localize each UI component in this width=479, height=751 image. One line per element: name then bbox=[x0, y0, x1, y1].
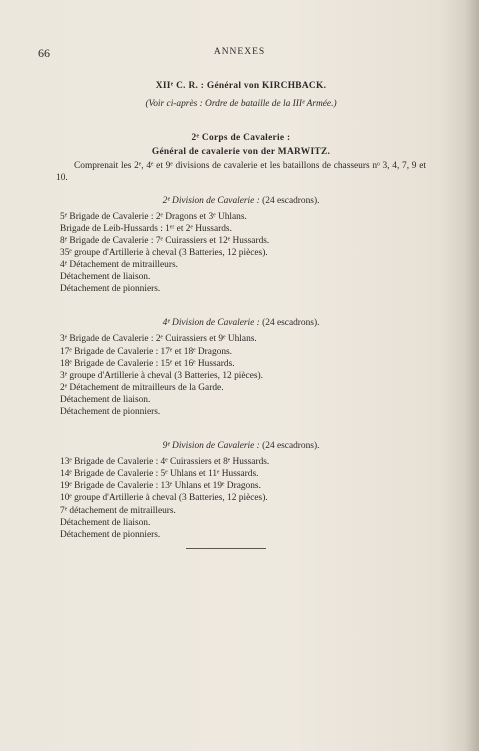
list-item: Détachement de liaison. bbox=[60, 394, 151, 405]
division-units bbox=[56, 333, 426, 418]
corps-title: XIIᵉ C. R. : Général von KIRCHBACK. bbox=[155, 81, 327, 91]
page-number: 66 bbox=[38, 46, 50, 60]
list-item: Détachement de liaison. bbox=[60, 272, 151, 283]
list-item: 19ᵉ Brigade de Cavalerie : 13ᵉ Uhlans et 19ᵉ Dragons. bbox=[60, 481, 261, 492]
division-name: 9ᵉ Division de Cavalerie : bbox=[162, 441, 260, 452]
division-strength: (24 escadrons). bbox=[262, 318, 320, 329]
list-item: 8ᵉ Brigade de Cavalerie : 7ᵉ Cuirassiers et 12ᵉ Hussards. bbox=[60, 235, 270, 246]
list-item: Détachement de pionniers. bbox=[60, 284, 161, 295]
list-item: Détachement de pionniers. bbox=[60, 406, 161, 417]
list-item: Détachement de liaison. bbox=[60, 517, 151, 528]
list-item: 35ᵉ groupe d'Artillerie à cheval (3 Batteries, 12 pièces). bbox=[60, 247, 268, 258]
division-heading bbox=[56, 195, 426, 207]
list-item: 13ᵉ Brigade de Cavalerie : 4ᵉ Cuirassiers et 8ᵉ Hussards. bbox=[60, 457, 270, 468]
section-divider-rule bbox=[186, 548, 266, 549]
page-edge-shadow bbox=[465, 0, 479, 751]
list-item: 14ᵉ Brigade de Cavalerie : 5ᵉ Uhlans et 11ᵉ Hussards. bbox=[60, 469, 259, 480]
corps-note: (Voir ci-après : Ordre de bataille de la IIIᵉ Armée.) bbox=[145, 99, 337, 110]
list-item: 4ᵉ Détachement de mitrailleurs. bbox=[60, 260, 178, 271]
cavalry-corps-commander: Général de cavalerie von der MARWITZ. bbox=[151, 147, 331, 158]
list-item: 3ᵉ groupe d'Artillerie à cheval (3 Batteries, 12 pièces). bbox=[60, 370, 263, 381]
division-name: 4ᵉ Division de Cavalerie : bbox=[162, 318, 260, 329]
division-strength: (24 escadrons). bbox=[262, 195, 320, 206]
division-units bbox=[56, 456, 426, 541]
division-units bbox=[56, 211, 426, 296]
division-heading bbox=[56, 317, 426, 329]
cavalry-corps-description: Comprenait les 2ᵉ, 4ᵉ et 9ᵉ divisions de cavalerie et les bataillons de chasseurs nᵒ 3, 4, 7, 9 et 10. bbox=[56, 161, 426, 184]
list-item: 2ᵉ Détachement de mitrailleurs de la Garde. bbox=[60, 382, 224, 393]
list-item: 18ᵉ Brigade de Cavalerie : 15ᵉ et 16ᵉ Hussards. bbox=[60, 358, 235, 369]
list-item: 10ᵉ groupe d'Artillerie à cheval (3 Batteries, 12 pièces). bbox=[60, 493, 268, 504]
division-strength: (24 escadrons). bbox=[262, 441, 320, 452]
page-content bbox=[56, 80, 426, 541]
cavalry-corps-title: 2ᵉ Corps de Cavalerie : bbox=[191, 133, 291, 144]
division-heading bbox=[56, 440, 426, 452]
list-item: Détachement de pionniers. bbox=[60, 529, 161, 540]
list-item: 7ᵉ détachement de mitrailleurs. bbox=[60, 505, 176, 516]
list-item: 17ᵉ Brigade de Cavalerie : 17ᵉ et 18ᵉ Dragons. bbox=[60, 346, 233, 357]
page-header bbox=[38, 46, 441, 62]
list-item: Brigade de Leib-Hussards : 1ᵉʳ et 2ᵉ Hussards. bbox=[60, 223, 232, 234]
list-item: 3ᵉ Brigade de Cavalerie : 2ᵉ Cuirassiers et 9ᵉ Uhlans. bbox=[60, 334, 257, 345]
running-head: ANNEXES bbox=[213, 47, 266, 57]
division-name: 2ᵉ Division de Cavalerie : bbox=[162, 195, 260, 206]
list-item: 5ᵉ Brigade de Cavalerie : 2ᵉ Dragons et 3ᵉ Uhlans. bbox=[60, 211, 247, 222]
